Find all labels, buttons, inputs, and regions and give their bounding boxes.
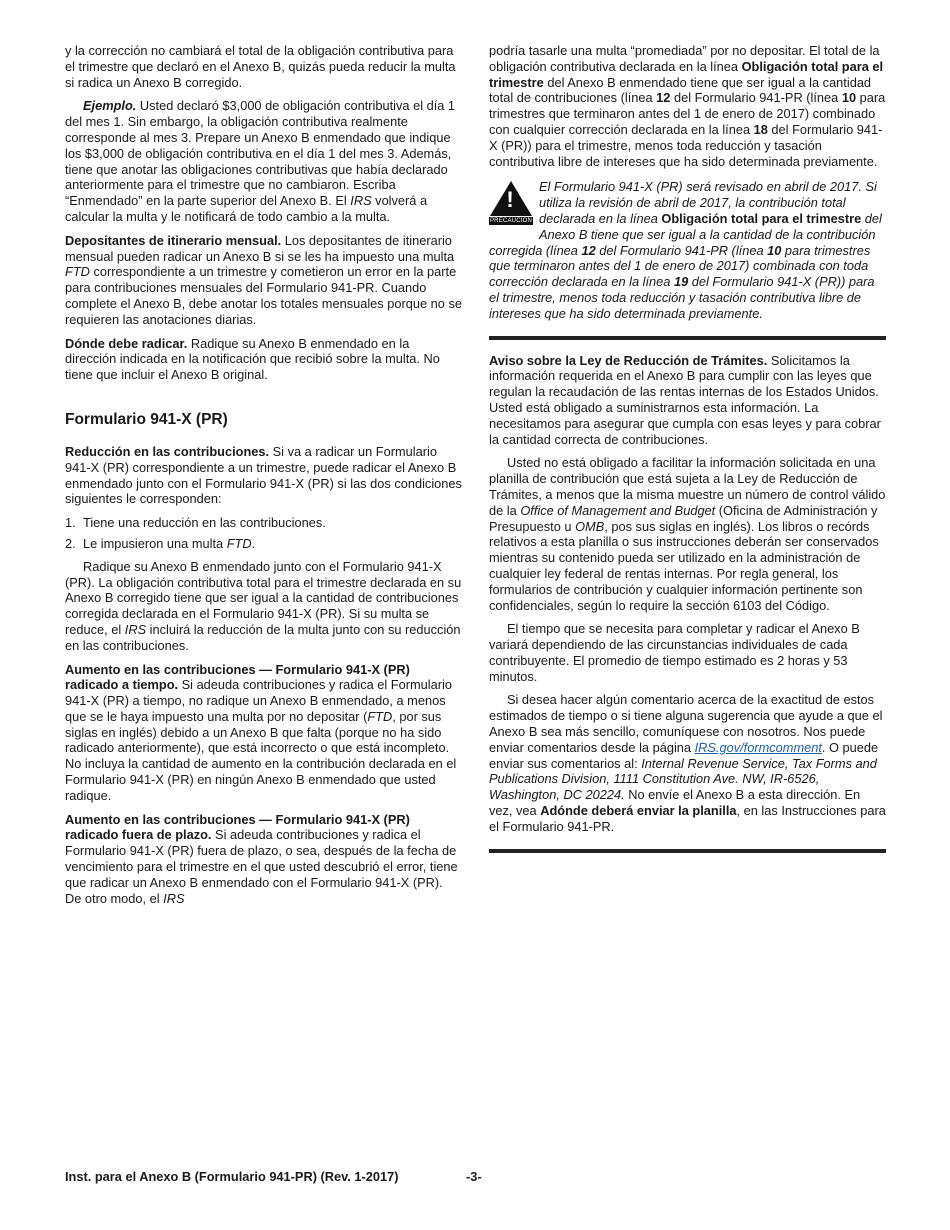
left-column (65, 43, 462, 914)
list-item: 2. Le impusieron una multa FTD. (65, 535, 256, 551)
paragraph-tiempo: El tiempo que se necesita para completar y radicar el Anexo B variará dependiendo de las circunstancias individuales de cada contribuyente. El promedio de tiempo estimado es 2 horas y 53 minutos. (489, 621, 860, 684)
footer-title: Inst. para el Anexo B (Formulario 941-PR) (Rev. 1-2017) (65, 1169, 399, 1184)
paragraph-aviso-ley: Aviso sobre la Ley de Reducción de Trámites. Solicitamos la información requerida en el Anexo B para cumplir con las leyes que regulan la recaudación de las rentas internas de los Estados Unidos. Usted está obligado a suministrarnos esta información. La necesitamos para asegurar que cumpla con esas leyes y para cobrar la cantidad correcta de contribuciones. (489, 352, 881, 447)
page-number: -3- (466, 1169, 482, 1184)
paragraph-comentarios: Si desea hacer algún comentario acerca de la exactitud de estos estimados de tiempo o si tiene alguna sugerencia que ayude a que el Anexo B sea más sencillo, comuníquese con nosotros. Nos puede enviar comentarios desde la página IRS.gov/formcomment. O puede enviar sus comentarios al: Internal Revenue Service, Tax Forms and Publications Division, 1111 Constitution Ave. NW, IR-6526, Washington, DC 20224. No envíe el Anexo B a esta dirección. En vez, vea Adónde deberá enviar la planilla, en las Instrucciones para el Formulario 941-PR. (489, 692, 886, 834)
caution-warning-icon: ! PRECAUCION (489, 181, 533, 227)
conditions-list (65, 515, 462, 552)
paragraph-no-obligado: Usted no está obligado a facilitar la información solicitada en una planilla de contribución que está sujeta a la Ley de Reducción de Trámites, a menos que la misma muestre un número de control válido de la Office of Management and Budget (Oficina de Administración y Presupuesto u OMB, pos sus siglas en inglés). Los libros o recórds relativos a esta planilla o sus instrucciones deberán ser conservados mientras su contenido pueda ser utilizado en la administración de cualquier ley federal de rentas internas. Por regla general, los formularios de contribución y cualquier información pertinente son confidenciales, según lo require la sección 6103 del Código. (489, 455, 886, 613)
paragraph-ejemplo: Ejemplo. Usted declaró $3,000 de obligación contributiva el día 1 del mes 1. Sin embargo, la obligación contributiva realmente corresponde al mes 3. Prepare un Anexo B enmendado que indique los $3,000 de obligación contributiva en el día 1 del mes 3. Además, tiene que anotar las obligaciones contributivas que había declarado anteriormente para el trimestre que no cambiaron. Escriba “Enmendado” en la parte superior del Anexo B. El IRS volverá a calcular la multa y le notificará de todo cambio a la multa. (65, 98, 456, 224)
section-title-941x: Formulario 941-X (PR) (65, 410, 228, 428)
end-divider (489, 849, 886, 853)
paragraph-depositantes-mensual: Depositantes de itinerario mensual. Los depositantes de itinerario mensual pueden radicar un Anexo B si se les ha impuesto una multa FTD correspondiente a un trimestre y cometieron un error en la parte para contribuciones mensuales del Formulario 941-PR. Cuando complete el Anexo B, debe anotar los totales mensuales porque no se requieren las anotaciones diarias. (65, 232, 462, 327)
list-item: 1. Tiene una reducción en las contribuciones. (65, 515, 326, 531)
paragraph-radique: Radique su Anexo B enmendado junto con el Formulario 941-X (PR). La obligación contributiva total para el trimestre declarada en su Anexo B corregido tiene que ser igual a la cantidad de contribuciones corregida declarada en el Formulario 941-X (PR). Si su multa se reduce, el IRS incluirá la reducción de la multa junto con su reducción en las contribuciones. (65, 558, 462, 653)
section-divider (489, 336, 886, 340)
paragraph-reduccion: Reducción en las contribuciones. Si va a radicar un Formulario 941-X (PR) correspondiente a un trimestre, puede radicar el Anexo B enmendado junto con el Formulario 941-X (PR) si las dos condiciones siguientes le corresponden: (65, 443, 462, 507)
paragraph-aumento-a-tiempo: Aumento en las contribuciones — Formulario 941-X (PR) radicado a tiempo. Si adeuda contribuciones y radica el Formulario 941-X (PR) a tiempo, no radique un Anexo B enmendado, a menos que se le haya impuesto una multa por no depositar (FTD, por sus siglas en inglés) debido a un Anexo B que falta (porque no ha sido radicado anteriormente), que está incorrecto o que está incompleto. No incluya la cantidad de aumento en la contribución declarada en el Formulario 941-X (PR) en ningún Anexo B enmendado que usted radique. (65, 661, 457, 803)
paragraph-multa-promediada: podría tasarle una multa “promediada” por no depositar. El total de la obligación contributiva declarada en la línea Obligación total para el trimestre del Anexo B enmendado tiene que ser igual a la cantidad total de contribuciones (línea 12 del Formulario 941-PR (línea 10 para trimestres que terminaron antes del 1 de enero de 2017) combinado con cualquier corrección declarada en la línea 18 del Formulario 941-X (PR)) para el trimestre, menos toda reducción y tasación contributiva libre de intereses que ha sido determinada previamente. (489, 43, 886, 169)
caution-note: ! PRECAUCION El Formulario 941-X (PR) será revisado en abril de 2017. Si utiliza la revisión de abril de 2017, la contribución total declarada en la línea Obligación total para el trimestre del Anexo B tiene que ser igual a la cantidad de la contribución corregida (línea 12 del Formulario 941-PR (línea 10 para trimestres que terminaron antes del 1 de enero de 2017) combinada con toda corrección declarada en la línea 19 del Formulario 941-X (PR)) para el trimestre, menos toda reducción y tasación contributiva libre de intereses que ha sido determinada previamente. (489, 179, 882, 321)
right-column (489, 43, 886, 853)
formcomment-link[interactable]: IRS.gov/formcomment (694, 739, 822, 755)
paragraph-aumento-fuera-plazo: Aumento en las contribuciones — Formulario 941-X (PR) radicado fuera de plazo. Si adeuda contribuciones y radica el Formulario 941-X (PR) fuera de plazo, o sea, después de la fecha de vencimiento para el trimestre en el que usted descubrió el error, tiene que radicar un Anexo B enmendado con el Formulario 941-X (PR). De otro modo, el IRS (65, 811, 458, 906)
paragraph-continuation: y la corrección no cambiará el total de la obligación contributiva para el trimestre que declaró en el Anexo B, quizás pueda reducir la multa si radica un Anexo B corregido. (65, 43, 456, 90)
paragraph-donde-radicar: Dónde debe radicar. Radique su Anexo B enmendado en la dirección indicada en la notificación que recibió sobre la multa. No tiene que incluir el Anexo B original. (65, 335, 440, 383)
